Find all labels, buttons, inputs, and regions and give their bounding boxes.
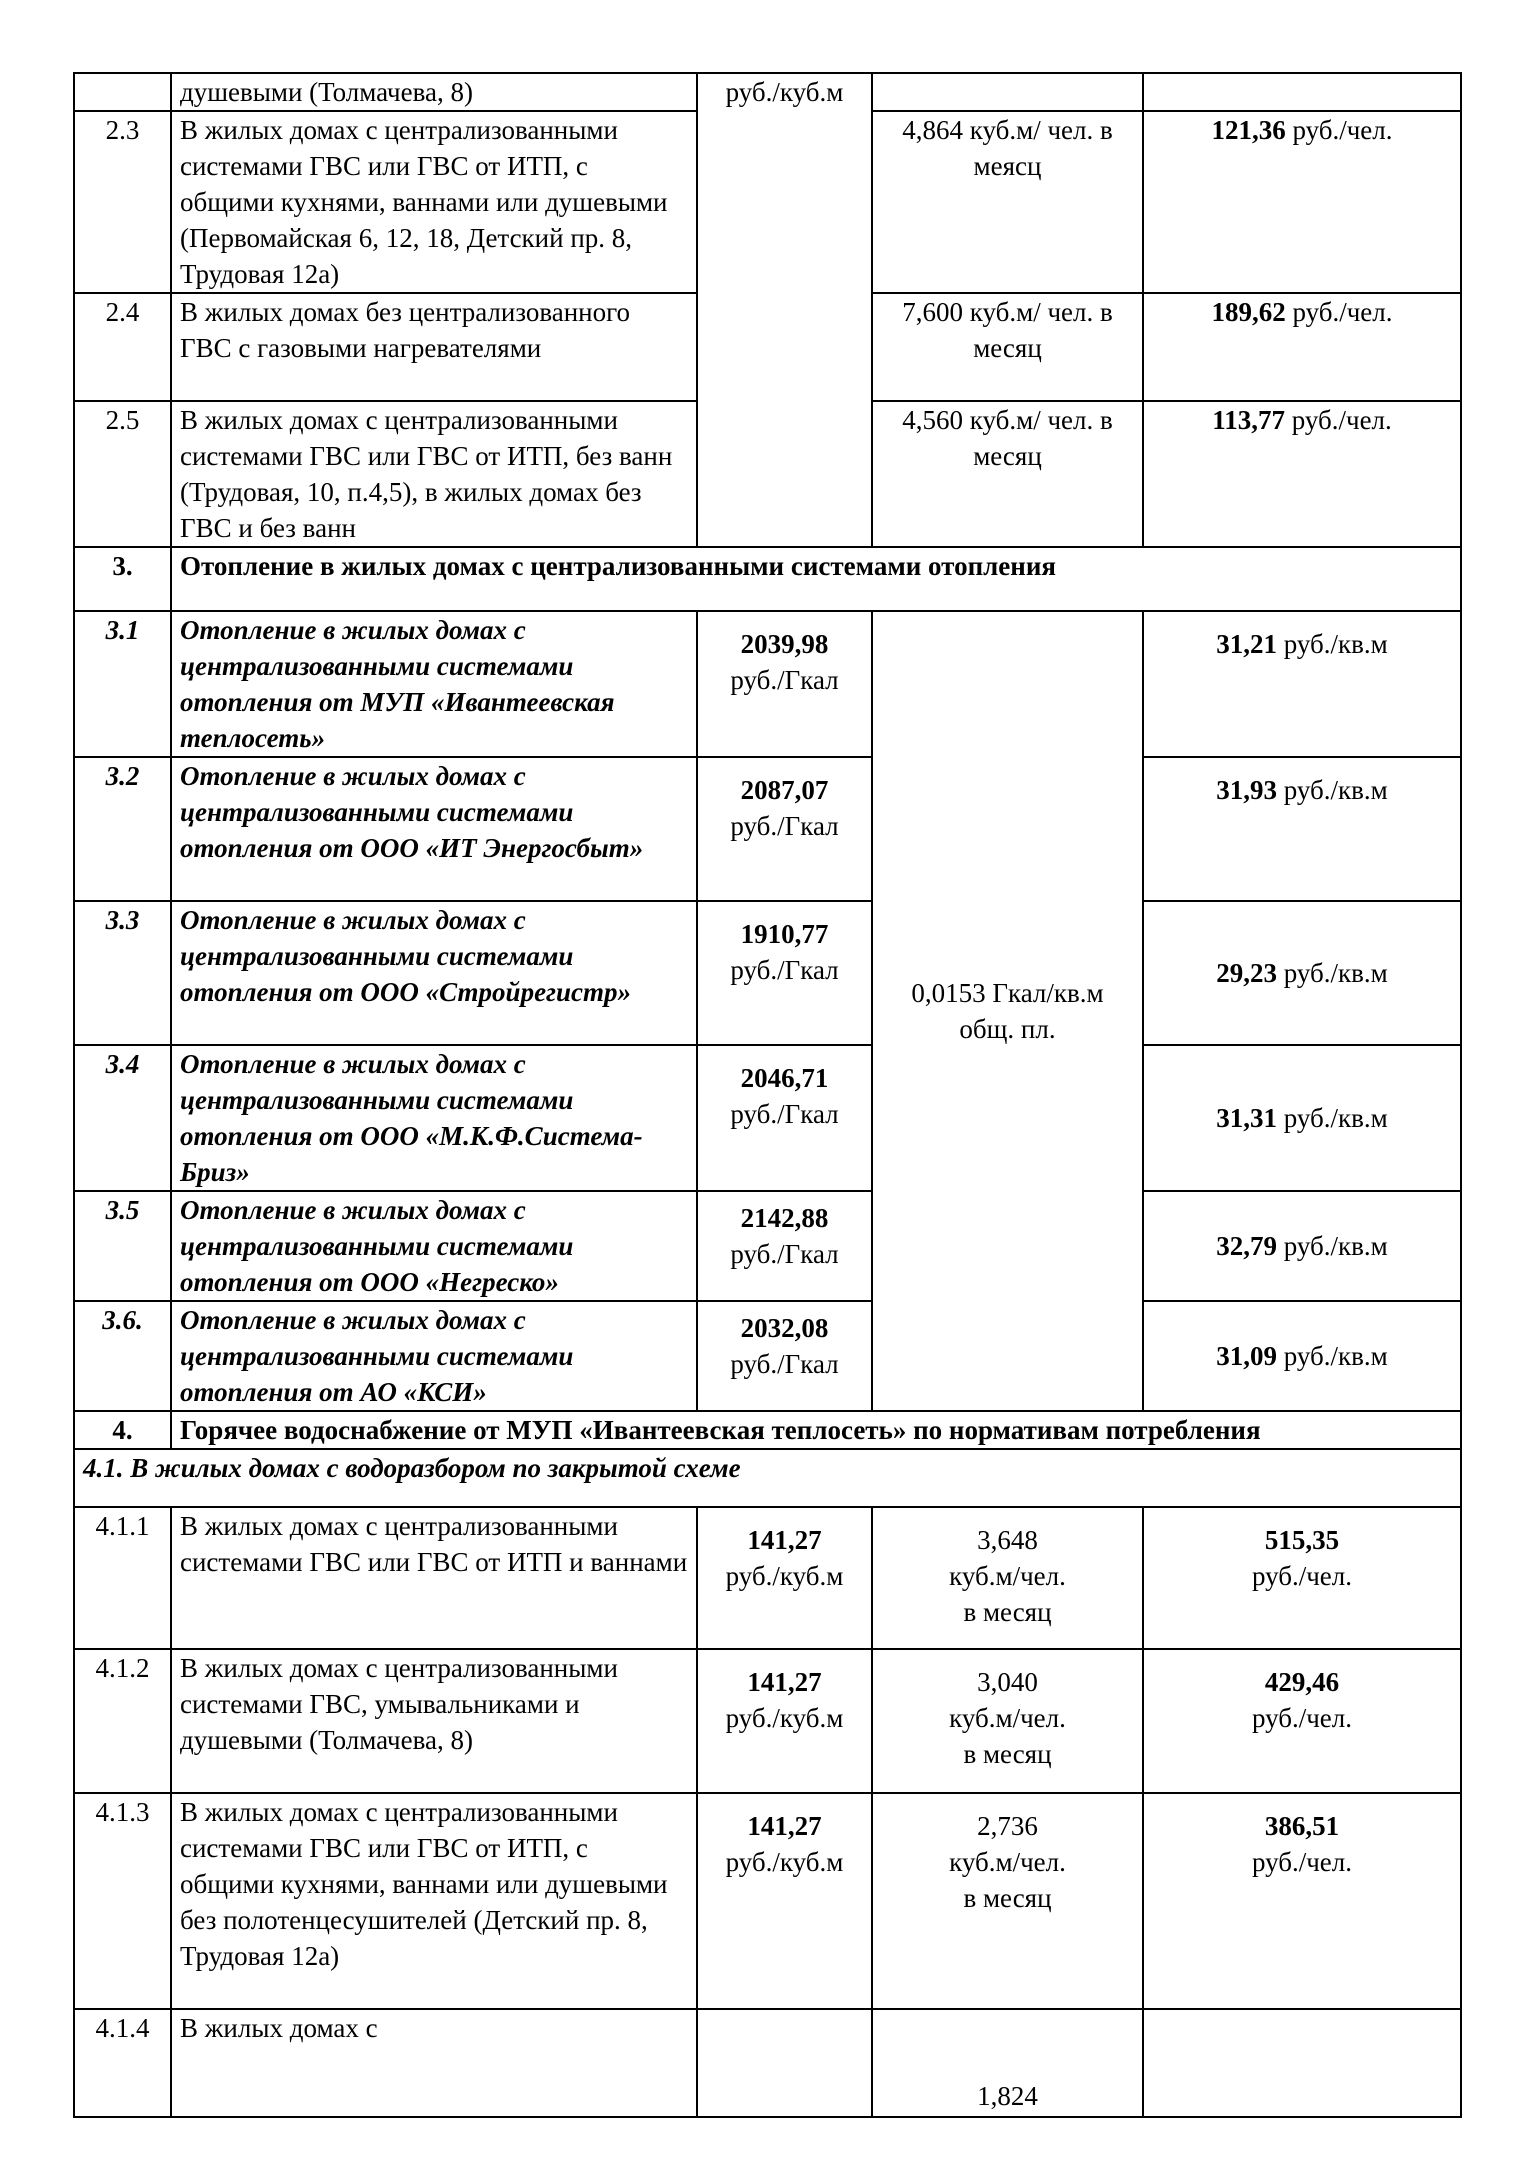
row-description: душевыми (Толмачева, 8) [171,73,697,111]
section-number: 4. [74,1411,171,1449]
row-description: Отопление в жилых домах с централизованными системами отопления от МУП «Ивантеевская теплосеть» [171,611,697,757]
norm-unit: куб.м/чел. [949,1561,1066,1591]
row-number: 3.3 [74,901,171,1045]
table-row [74,73,1461,111]
row-number: 3.4 [74,1045,171,1191]
heating-norm-cell: 0,0153 Гкал/кв.м общ. пл. [872,611,1143,1411]
norm-cell: 4,864 куб.м/ чел. в меясц [872,111,1143,293]
norm-value: 3,040 [977,1667,1038,1697]
norm-cell [872,1507,1143,1649]
payment-cell [1143,111,1461,293]
payment-value: 31,09 [1216,1341,1277,1371]
row-number: 2.4 [74,293,171,401]
table-row [74,1649,1461,1793]
tariff-cell [697,1793,872,2009]
payment-value: 515,35 [1264,1525,1340,1555]
norm-cell [872,1649,1143,1793]
row-description: Отопление в жилых домах с централизованными системами отопления от ООО «Негреско» [171,1191,697,1301]
row-number: 2.3 [74,111,171,293]
payment-cell [1143,2009,1461,2117]
table-row [74,1301,1461,1411]
payment-unit: руб./чел. [1285,115,1393,145]
table-row [74,901,1461,1045]
row-number: 4.1.3 [74,1793,171,2009]
payment-unit: руб./кв.м [1277,775,1388,805]
tariff-value: 141,27 [747,1667,822,1697]
payment-unit: руб./чел. [1284,405,1392,435]
section-title: Горячее водоснабжение от МУП «Ивантеевская теплосеть» по нормативам потребления [171,1411,1461,1449]
row-number: 3.1 [74,611,171,757]
tariff-cell [697,2009,872,2117]
norm-cell: 1,824 [872,2009,1143,2117]
payment-cell [1143,293,1461,401]
payment-unit: руб./чел. [1251,1847,1353,1877]
payment-cell [1143,1793,1461,2009]
norm-unit: куб.м/чел. [949,1703,1066,1733]
row-number: 2.5 [74,401,171,547]
table-row [74,1793,1461,2009]
row-description: Отопление в жилых домах с централизованными системами отопления от ООО «Стройрегистр» [171,901,697,1045]
payment-value: 386,51 [1264,1811,1340,1841]
norm-value: 2,736 [977,1811,1038,1841]
payment-cell [1143,757,1461,901]
tariff-cell [697,901,872,1045]
norm-period: в месяц [963,1883,1052,1913]
payment-cell [1143,1301,1461,1411]
payment-unit: руб./кв.м [1277,958,1388,988]
tariff-cell [697,1507,872,1649]
tariff-unit: руб./куб.м [725,1847,844,1877]
tariff-unit: руб./куб.м [725,1561,844,1591]
norm-value: 3,648 [977,1525,1038,1555]
tariff-value: 2039,98 [740,629,829,659]
row-description: В жилых домах с [171,2009,697,2117]
tariff-cell [697,757,872,901]
payment-value: 113,77 [1212,405,1285,435]
norm-cell [872,1793,1143,2009]
row-description: Отопление в жилых домах с централизованными системами отопления от ООО «М.К.Ф.Система-Бриз» [171,1045,697,1191]
row-description: Отопление в жилых домах с централизованными системами отопления от ООО «ИТ Энергосбыт» [171,757,697,901]
table-row [74,1507,1461,1649]
payment-unit: руб./кв.м [1277,1231,1388,1261]
payment-cell [1143,1045,1461,1191]
payment-cell [1143,1191,1461,1301]
tariff-table [73,72,1462,2118]
row-description: Отопление в жилых домах с централизованными системами отопления от АО «КСИ» [171,1301,697,1411]
section-title: Отопление в жилых домах с централизованными системами отопления [171,547,1461,611]
tariff-value: 141,27 [747,1525,822,1555]
payment-unit: руб./кв.м [1277,1103,1388,1133]
payment-value: 121,36 [1211,115,1286,145]
payment-cell [1143,1507,1461,1649]
norm-cell [872,73,1143,111]
row-description: В жилых домах без централизованного ГВС с газовыми нагревателями [171,293,697,401]
row-description: В жилых домах с централизованными системами ГВС или ГВС от ИТП и ваннами [171,1507,697,1649]
row-number: 4.1.1 [74,1507,171,1649]
tariff-value: 141,27 [747,1811,822,1841]
payment-unit: руб./чел. [1251,1703,1353,1733]
payment-cell [1143,611,1461,757]
norm-period: в месяц [963,1597,1052,1627]
payment-cell [1143,401,1461,547]
payment-value: 32,79 [1216,1231,1277,1261]
section-number: 3. [74,547,171,611]
row-description: В жилых домах с централизованными системами ГВС или ГВС от ИТП, без ванн (Трудовая, 10, п.4,5), в жилых домах без ГВС и без ванн [171,401,697,547]
tariff-cell [697,1301,872,1411]
table-row [74,611,1461,757]
section-header-row [74,547,1461,611]
tariff-value: 1910,77 [740,919,829,949]
table-row [74,757,1461,901]
row-number [74,73,171,111]
tariff-cell [697,611,872,757]
payment-cell [1143,73,1461,111]
tariff-unit: руб./Гкал [730,665,839,695]
payment-value: 31,93 [1216,775,1277,805]
payment-unit: руб./чел. [1285,297,1393,327]
subsection-title: 4.1. В жилых домах с водоразбором по закрытой схеме [74,1449,1461,1507]
tariff-cell: руб./куб.м [697,73,872,547]
payment-unit: руб./чел. [1251,1561,1353,1591]
tariff-unit: руб./Гкал [730,811,839,841]
tariff-unit: руб./Гкал [730,1349,839,1379]
section-header-row [74,1411,1461,1449]
tariff-cell [697,1649,872,1793]
tariff-unit: руб./куб.м [725,1703,844,1733]
payment-value: 31,21 [1216,629,1277,659]
norm-cell: 4,560 куб.м/ чел. в месяц [872,401,1143,547]
payment-value: 189,62 [1211,297,1286,327]
row-description: В жилых домах с централизованными системами ГВС, умывальниками и душевыми (Толмачева, 8) [171,1649,697,1793]
payment-value: 429,46 [1264,1667,1340,1697]
row-number: 4.1.4 [74,2009,171,2117]
norm-cell: 7,600 куб.м/ чел. в месяц [872,293,1143,401]
tariff-cell [697,1045,872,1191]
norm-period: в месяц [963,1739,1052,1769]
payment-unit: руб./кв.м [1277,629,1388,659]
tariff-value: 2142,88 [740,1203,829,1233]
row-description: В жилых домах с централизованными системами ГВС или ГВС от ИТП, с общими кухнями, ваннами или душевыми (Первомайская 6, 12, 18, Детский пр. 8, Трудовая 12а) [171,111,697,293]
tariff-unit: руб./Гкал [730,955,839,985]
row-description: В жилых домах с централизованными системами ГВС или ГВС от ИТП, с общими кухнями, ваннами или душевыми без полотенцесушителей (Детский пр. 8, Трудовая 12а) [171,1793,697,2009]
payment-cell [1143,901,1461,1045]
norm-unit: куб.м/чел. [949,1847,1066,1877]
payment-value: 29,23 [1216,958,1277,988]
tariff-unit: руб./Гкал [730,1239,839,1269]
table-row [74,1045,1461,1191]
tariff-value: 2032,08 [740,1313,829,1343]
table-row [74,1191,1461,1301]
row-number: 4.1.2 [74,1649,171,1793]
row-number: 3.5 [74,1191,171,1301]
tariff-cell [697,1191,872,1301]
subsection-header-row [74,1449,1461,1507]
row-number: 3.6. [74,1301,171,1411]
table-row [74,2009,1461,2117]
payment-unit: руб./кв.м [1277,1341,1388,1371]
payment-cell [1143,1649,1461,1793]
tariff-value: 2087,07 [740,775,829,805]
tariff-unit: руб./Гкал [730,1099,839,1129]
tariff-value: 2046,71 [740,1063,829,1093]
payment-value: 31,31 [1216,1103,1277,1133]
row-number: 3.2 [74,757,171,901]
